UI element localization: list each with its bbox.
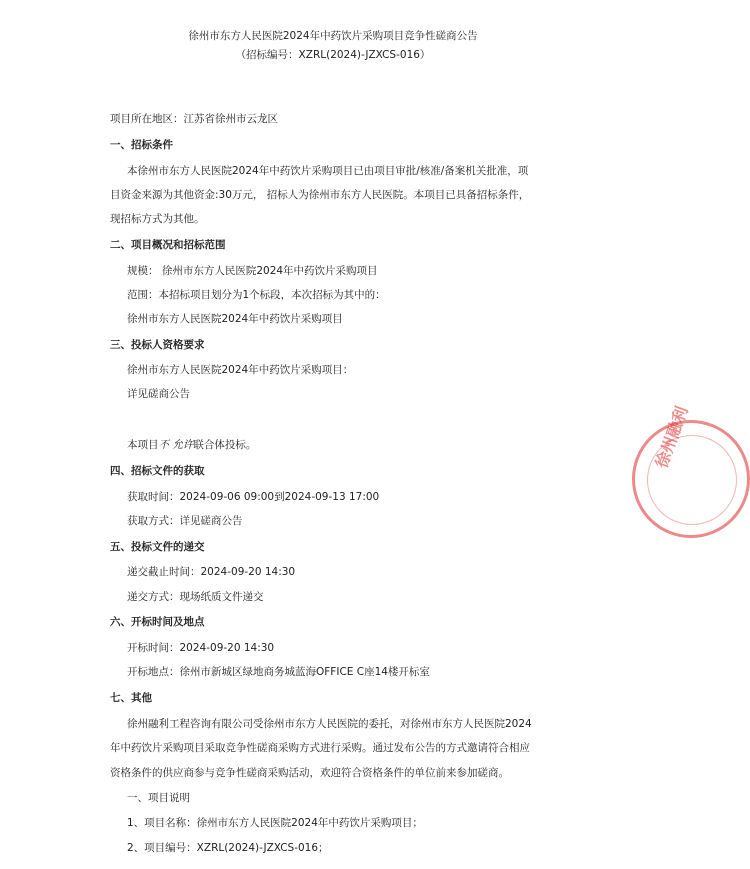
paragraph-line: 目资金来源为其他资金:30万元， 招标人为徐州市东方人民医院。本项目已具备招标条件，: [110, 189, 530, 201]
section-heading-1: 一、招标条件: [110, 139, 173, 151]
joint-bid-post: 联合体投标。: [193, 439, 257, 451]
document-title: 徐州市东方人民医院2024年中药饮片采购项目竞争性磋商公告: [188, 30, 478, 42]
subsection-heading: 一、项目说明: [127, 792, 190, 804]
qualification-line: 徐州市东方人民医院2024年中药饮片采购项目：: [127, 364, 354, 376]
joint-bid-emphasis: 不 允许: [158, 439, 194, 451]
opening-time: 开标时间：2024-09-20 14:30: [127, 642, 275, 654]
paragraph-line: 本徐州市东方人民医院2024年中药饮片采购项目已由项目审批/核准/备案机关批准，项: [127, 165, 529, 177]
paragraph-line: 现招标方式为其他。: [110, 213, 205, 225]
scale-line: 规模： 徐州市东方人民医院2024年中药饮片采购项目: [127, 265, 378, 277]
document-subtitle: （招标编号：XZRL(2024)-JZXCS-016）: [235, 49, 431, 61]
section-heading-6: 六、开标时间及地点: [110, 616, 205, 628]
obtain-method: 获取方式：详见磋商公告: [127, 515, 243, 527]
lot-item: 徐州市东方人民医院2024年中药饮片采购项目: [127, 313, 343, 325]
opening-place: 开标地点：徐州市新城区绿地商务城蓝海OFFICE C座14楼开标室: [127, 666, 430, 678]
project-location: 项目所在地区：江苏省徐州市云龙区: [110, 113, 278, 125]
submission-deadline: 递交截止时间：2024-09-20 14:30: [127, 566, 296, 578]
section-heading-4: 四、招标文件的获取: [110, 465, 205, 477]
paragraph-line: 资格条件的供应商参与竞争性磋商采购活动，欢迎符合资格条件的单位前来参加磋商。: [110, 767, 509, 779]
joint-bid-pre: 本项目: [127, 439, 159, 451]
paragraph-line: 徐州融利工程咨询有限公司受徐州市东方人民医院的委托，对徐州市东方人民医院2024: [127, 718, 532, 730]
section-heading-2: 二、项目概况和招标范围: [110, 239, 226, 251]
section-heading-5: 五、投标文件的递交: [110, 541, 205, 553]
seal-text: 徐州融利: [651, 403, 692, 471]
obtain-time: 获取时间：2024-09-06 09:00到2024-09-13 17:00: [127, 491, 380, 503]
paragraph-line: 年中药饮片采购项目采取竞争性磋商采购方式进行采购。通过发布公告的方式邀请符合相应: [110, 742, 530, 754]
scope-line: 范围：本招标项目划分为1个标段，本次招标为其中的：: [127, 289, 386, 301]
company-seal: [632, 403, 750, 538]
submission-method: 递交方式：现场纸质文件递交: [127, 591, 264, 603]
joint-bid-line: [127, 437, 256, 452]
section-heading-3: 三、投标人资格要求: [110, 339, 205, 351]
project-name-item: 1、项目名称：徐州市东方人民医院2024年中药饮片采购项目；: [127, 817, 423, 829]
section-heading-7: 七、其他: [110, 692, 152, 704]
project-number-item: 2、项目编号：XZRL(2024)-JZXCS-016；: [127, 842, 329, 854]
qualification-detail: 详见磋商公告: [127, 388, 190, 400]
